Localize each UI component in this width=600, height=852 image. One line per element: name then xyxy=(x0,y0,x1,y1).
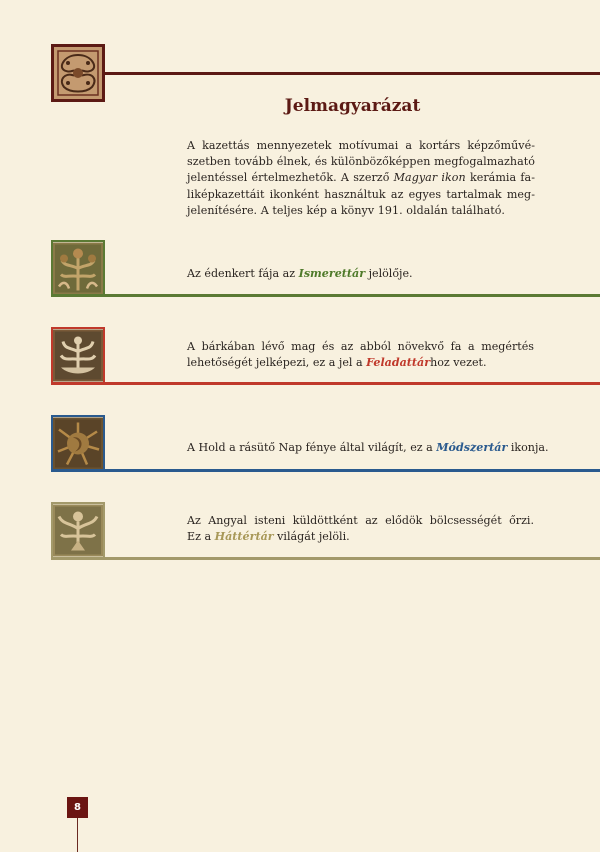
intro-line: liképkazettáit ikonként használtuk az egyes tartalmak meg- xyxy=(187,187,535,201)
intro-paragraph xyxy=(187,138,535,219)
legend-text: A Hold a rásütő Nap fénye által világít, ez a Módszertár ikonja. xyxy=(187,441,549,454)
intro-line: A kazettás mennyezetek motívumai a kortárs képzőművé- xyxy=(187,139,535,152)
keyword-feladattar: Feladattár xyxy=(366,356,431,370)
keyword-modszertar: Módszertár xyxy=(436,441,508,454)
legend-rule-red xyxy=(51,382,600,385)
legend-text: Az édenkert fája az Ismerettár jelölője. xyxy=(187,267,413,280)
intro-line: jelentéssel értelmezhetők. A szerző Magyar ikon kerámia fa- xyxy=(187,171,536,185)
legend-text: A bárkában lévő mag és az abból növekvő fa a megértés lehetőségét jelképezi, ez a jel a Feladattárhoz vezet. xyxy=(187,340,534,370)
header-rule xyxy=(105,72,600,75)
legend-rule-green xyxy=(51,294,600,297)
seed-in-boat-icon xyxy=(51,327,105,384)
legend-text: Az Angyal isteni küldöttként az elődök bölcsességét őrzi. Ez a Háttértár világát jelöli. xyxy=(187,514,534,544)
intro-italic-term: Magyar ikon xyxy=(393,171,466,185)
page-title: Jelmagyarázat xyxy=(284,96,421,116)
moon-and-sun-icon xyxy=(51,415,105,472)
legend-rule-blue xyxy=(51,469,600,472)
ornament-tile-icon xyxy=(51,44,105,102)
intro-line: jelenítésére. A teljes kép a könyv 191. oldalán található. xyxy=(187,203,505,217)
angel-icon xyxy=(51,502,105,559)
keyword-ismerettar: Ismerettár xyxy=(298,267,366,280)
page-number: 8 xyxy=(67,797,88,818)
tree-of-eden-icon xyxy=(51,240,105,297)
legend-rule-gold xyxy=(51,557,600,560)
keyword-hattertar: Háttértár xyxy=(214,530,274,544)
intro-line: szetben tovább élnek, és különbözőképpen megfogalmazható xyxy=(187,155,535,169)
